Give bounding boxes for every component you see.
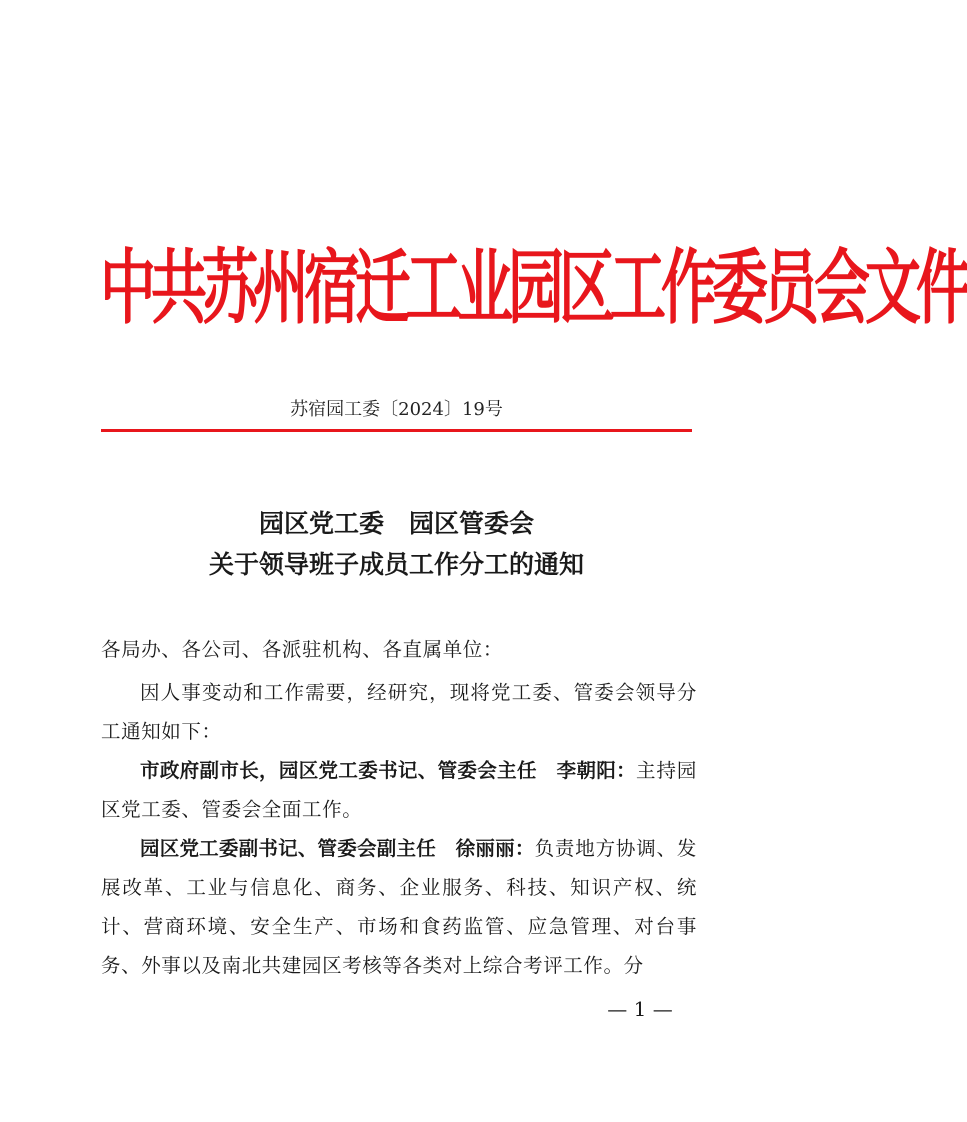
issuer-header-title: 中共苏州宿迁工业园区工作委员会文件 xyxy=(100,242,967,337)
notice-title-line-1: 园区党工委 园区管委会 xyxy=(258,509,534,538)
assignment-paragraph-1 xyxy=(101,751,697,829)
page-number: — 1 — xyxy=(607,997,673,1021)
assignment-lead-2: 园区党工委副书记、管委会副主任 徐丽丽： xyxy=(140,837,535,860)
document-number: 苏宿园工委〔2024〕19号 xyxy=(290,399,503,420)
notice-title-line-2: 关于领导班子成员工作分工的通知 xyxy=(208,550,584,579)
assignment-text-1: 主持园区党工委、管委会全面工作。 xyxy=(101,759,697,821)
assignment-paragraph-2 xyxy=(101,829,697,985)
intro-paragraph: 因人事变动和工作需要，经研究，现将党工委、管委会领导分工通知如下： xyxy=(101,681,697,743)
assignment-lead-1: 市政府副市长，园区党工委书记、管委会主任 李朝阳： xyxy=(140,759,636,782)
assignment-text-2: 负责地方协调、发展改革、工业与信息化、商务、企业服务、科技、知识产权、统计、营商环境、安全生产、市场和食药监管、应急管理、对台事务、外事以及南北共建园区考核等各类对上综合考评工作。分 xyxy=(101,837,697,977)
salutation: 各局办、各公司、各派驻机构、各直属单位： xyxy=(101,638,504,661)
red-divider-rule xyxy=(101,429,692,432)
